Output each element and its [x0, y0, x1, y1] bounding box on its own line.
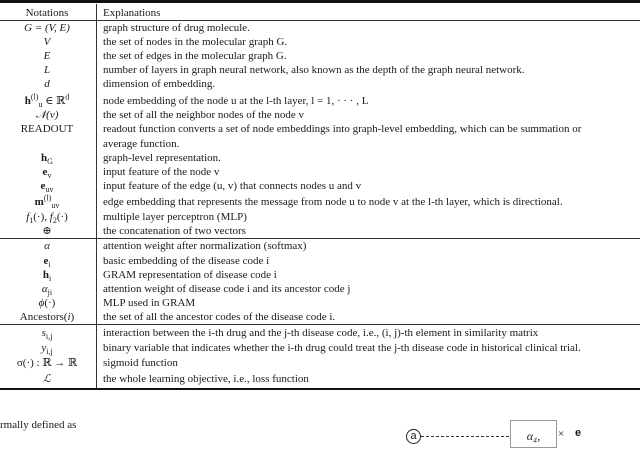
notation-symbol: Ancestors( [19, 310, 68, 323]
explanation-cell: sigmoid function [103, 357, 178, 370]
header-explanations: Explanations [103, 7, 161, 19]
notation-cell [0, 151, 94, 165]
notation-symbol: 𝒩(v) [35, 109, 59, 122]
explanation-cell: graph-level representation. [103, 151, 221, 164]
notation-symbol: d [44, 78, 50, 91]
notation-symbol: d [65, 91, 70, 101]
notation-cell [0, 239, 94, 253]
notation-symbol: E [43, 50, 51, 63]
explanation-cell: the set of edges in the molecular graph G. [103, 50, 287, 63]
explanation-cell: interaction between the i-th drug and the j-th disease code, i.e., (i, j)-th element in similarity matrix [103, 326, 539, 339]
notation-cell [0, 356, 94, 370]
notation-cell [0, 372, 94, 386]
notation-symbol: (l) [43, 193, 52, 203]
explanation-cell: node embedding of the node u at the l-th layer, l = 1, · · · , L [103, 94, 369, 107]
notation-symbol: ⊕ [42, 224, 52, 237]
embedding-vector-label: e [575, 427, 582, 439]
notation-symbol: α [44, 240, 50, 253]
notation-symbol: e [43, 254, 49, 267]
table-top-rule [0, 0, 640, 3]
notation-symbol: i [67, 310, 71, 323]
notation-symbol: uv [51, 201, 60, 211]
explanation-cell: multiple layer perceptron (MLP) [103, 210, 247, 223]
notation-cell [0, 122, 94, 136]
notation-symbol: i,j [45, 331, 53, 341]
dashed-arrow [421, 436, 509, 437]
notation-symbol: (·) [56, 210, 68, 223]
notation-symbol: ji [47, 287, 53, 297]
explanation-cell: GRAM representation of disease code i [103, 268, 277, 281]
notation-symbol: ℒ [43, 372, 51, 385]
notation-cell [0, 341, 94, 355]
explanation-cell: the whole learning objective, i.e., loss function [103, 372, 309, 385]
notation-symbol: ∈ ℝ [42, 94, 66, 107]
notation-symbol: e [40, 179, 46, 192]
explanation-cell: edge embedding that represents the message from node u to node v at the l-th layer, which is directional. [103, 195, 563, 208]
explanation-cell: dimension of embedding. [103, 78, 216, 91]
explanation-cell: input feature of the edge (u, v) that connects nodes u and v [103, 179, 362, 192]
notation-symbol: L [43, 64, 51, 77]
notation-cell [0, 21, 94, 35]
notation-symbol: u [38, 99, 43, 109]
explanation-cell: the set of all the ancestor codes of the disease code i. [103, 310, 336, 323]
notation-symbol: G [47, 156, 53, 166]
notation-symbol: e [42, 165, 48, 178]
explanation-cell: attention weight of disease code i and its ancestor code j [103, 282, 351, 295]
notation-symbol: s [41, 326, 46, 339]
body-text-fragment: rmally defined as [0, 419, 77, 431]
explanation-cell: the set of nodes in the molecular graph G. [103, 36, 288, 49]
notation-symbol: (·), [33, 210, 50, 223]
explanation-cell: basic embedding of the disease code i [103, 254, 270, 267]
notation-symbol: h [41, 151, 48, 164]
notation-cell [0, 268, 94, 282]
column-separator [96, 4, 97, 388]
notation-cell [0, 282, 94, 296]
attention-weight-box: α₄, [510, 420, 557, 448]
notation-cell [0, 224, 94, 238]
notation-symbol: (·) [44, 296, 56, 309]
notation-symbol: i [48, 259, 51, 269]
explanation-cell: graph structure of drug molecule. [103, 22, 250, 34]
explanation-cell: binary variable that indicates whether the i-th drug could treat the j-th disease code in historical clinical trial. [103, 341, 581, 354]
notation-symbol: f [26, 210, 30, 223]
explanation-cell: the concatenation of two vectors [103, 224, 246, 237]
notation-symbol: (l) [30, 91, 39, 101]
notation-cell [0, 179, 94, 193]
notation-symbol: f [49, 210, 53, 223]
explanation-cell: readout function converts a set of node embeddings into graph-level embedding, which can be summation or [103, 123, 582, 136]
notation-symbol: V [43, 36, 51, 49]
explanation-cell: number of layers in graph neural network, also known as the depth of the graph neural network. [103, 64, 525, 77]
notation-symbol: h [42, 268, 49, 281]
notation-symbol: 1 [29, 215, 34, 225]
notation-symbol: v [47, 170, 52, 180]
notation-symbol: m [34, 195, 44, 208]
notation-cell [0, 310, 94, 324]
explanation-cell: average function. [103, 137, 180, 150]
explanation-cell: MLP used in GRAM [103, 296, 196, 309]
notation-cell [0, 77, 94, 91]
notation-symbol: i [48, 273, 52, 283]
notation-symbol: ϕ [38, 296, 45, 309]
notation-symbol: READOUT [20, 123, 74, 136]
notation-cell [0, 210, 94, 224]
notation-symbol: y [41, 341, 47, 354]
multiply-sign: × [558, 428, 565, 440]
notation-symbol: h [24, 94, 31, 107]
notation-cell [0, 63, 94, 77]
notation-cell [0, 49, 94, 63]
notation-symbol: α [41, 282, 48, 295]
notation-cell [0, 296, 94, 310]
explanation-cell: attention weight after normalization (softmax) [103, 240, 307, 253]
notation-symbol: uv [45, 184, 54, 194]
notation-symbol: G = (V, E) [24, 22, 70, 34]
notation-symbol: 2 [52, 215, 57, 225]
node-circle: a [406, 429, 421, 444]
notation-cell [0, 254, 94, 268]
explanation-cell: input feature of the node v [103, 165, 220, 178]
notation-cell [0, 165, 94, 179]
notation-cell [0, 326, 94, 340]
header-notations: Notations [25, 7, 69, 19]
notation-symbol: σ(·) : ℝ → ℝ [16, 357, 78, 370]
table-bottom-rule [0, 388, 640, 390]
notation-cell [0, 35, 94, 49]
notation-symbol: ) [70, 310, 75, 323]
notation-cell [0, 108, 94, 122]
explanation-cell: the set of all the neighbor nodes of the node v [103, 109, 305, 122]
notation-symbol: i,j [46, 347, 53, 357]
